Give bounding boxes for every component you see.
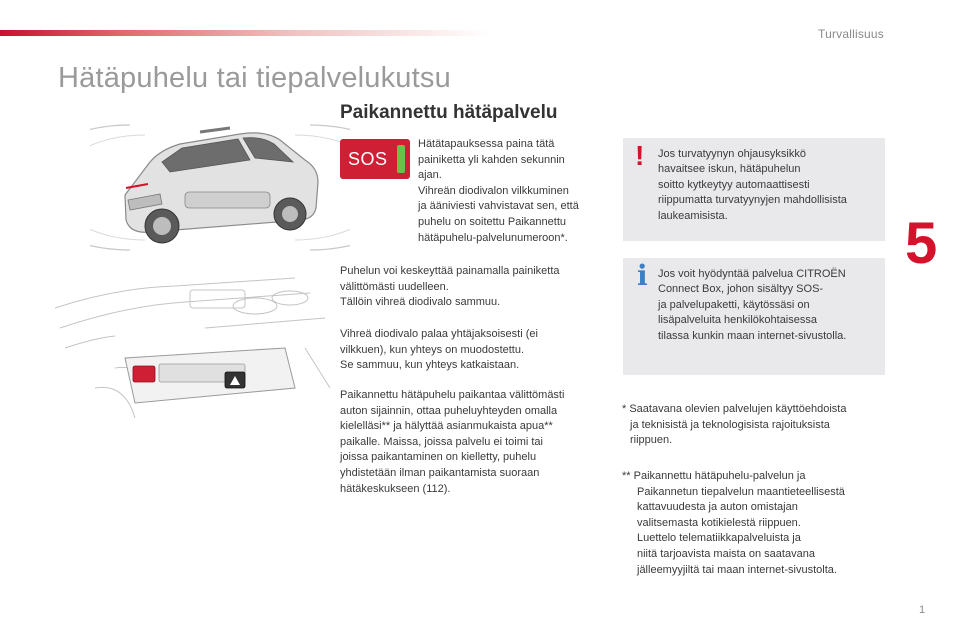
text-line: painiketta yli kahden sekunnin (418, 153, 565, 166)
text-line: paikalle. Maissa, joissa palvelu ei toimi tai (340, 435, 543, 448)
sos-led-indicator (397, 145, 405, 173)
text-line: soitto kytkeytyy automaattisesti (658, 178, 810, 191)
text-line: Puhelun voi keskeyttää painamalla painiketta (340, 265, 560, 277)
text-line: Hätätapauksessa paina tätä (418, 138, 555, 150)
text-line: laukeamisista. (658, 209, 728, 222)
paragraph-cancel-call (340, 264, 610, 311)
text-line: ajan. (418, 169, 442, 182)
text-line: Saatavana olevien palvelujen käyttöehdoista (629, 403, 847, 415)
text-line: ja ääniviesti vahvistavat sen, että (418, 200, 579, 213)
paragraph-led-status (340, 327, 610, 374)
exclamation-icon: ! (635, 140, 645, 171)
page-title: Hätäpuhelu tai tiepalvelukutsu (58, 62, 451, 94)
sos-button (340, 139, 410, 179)
text-line: Jos voit hyödyntää palvelua CITROËN (658, 268, 846, 280)
text-line: tilassa kunkin maan internet-sivustolla. (658, 329, 847, 342)
text-line: joissa paikantaminen on kielletty, puhelu (340, 451, 537, 464)
sos-label: SOS (348, 148, 388, 169)
footnote-mark: * (622, 403, 627, 415)
section-heading: Paikannettu hätäpalvelu (340, 102, 558, 123)
footnote-mark: ** (622, 470, 631, 482)
header-section-title: Turvallisuus (818, 27, 884, 41)
text-line: hätäkeskukseen (112). (340, 482, 451, 495)
text-line: ja palvelupaketti, käytössäsi on (658, 298, 810, 311)
text-line: kielelläsi** ja hälyttää asianmukaista apua** (340, 420, 553, 433)
info-text (658, 267, 880, 344)
info-icon: i (637, 259, 648, 292)
signal-arc (90, 125, 130, 250)
text-line: Paikannettu hätäpuhelu-palvelun ja (633, 470, 806, 482)
text-line: kattavuudesta ja auton omistajan (637, 501, 798, 514)
footnote-single-asterisk (622, 402, 887, 449)
warning-text (658, 147, 880, 224)
car-illustration (90, 100, 350, 270)
text-line: hätäpuhelu-palvelunumeroon*. (418, 231, 568, 244)
page-number: 1 (919, 604, 926, 616)
text-line: riippumatta turvatyynyjen mahdollisista (658, 194, 847, 207)
text-line: yhdistetään ilman paikantamista suoraan (340, 466, 540, 479)
sos-instructions (418, 137, 613, 246)
text-line: lisäpalveluita henkilökohtaisessa (658, 314, 817, 327)
text-line: vilkkuen), kun yhteys on muodostettu. (340, 343, 525, 356)
text-line: riippuen. (630, 434, 673, 447)
text-line: Vihreä diodivalo palaa yhtäjaksoisesti (ei (340, 328, 538, 340)
sos-button-illustration (133, 366, 155, 382)
text-line: Vihreän diodivalon vilkkuminen (418, 184, 569, 197)
footnote-double-asterisk (622, 469, 887, 578)
text-line: Jos turvatyynyn ohjausyksikkö (658, 148, 806, 160)
text-line: niitä tarjoavista maista on saatavana (637, 547, 815, 560)
text-line: valitsemasta kotikielestä riippuen. (637, 516, 801, 529)
header-accent-bar (0, 30, 490, 36)
text-line: jälleemyyjiltä tai maan internet-sivustolta. (637, 563, 837, 576)
text-line: välittömästi uudelleen. (340, 280, 449, 293)
text-line: ja teknisistä ja teknologisista rajoituksista (630, 418, 830, 431)
chapter-number: 5 (905, 211, 938, 276)
text-line: Paikannettu hätäpuhelu paikantaa välittömästi (340, 389, 565, 401)
warning-box (623, 138, 885, 241)
text-line: Luettelo telematiikkapalveluista ja (637, 532, 801, 545)
ceiling-console-illustration (55, 268, 335, 428)
text-line: puhelu on soitettu Paikannettu (418, 215, 567, 228)
text-line: Paikannetun tiepalvelun maantieteellisestä (637, 485, 845, 498)
text-line: Connect Box, johon sisältyy SOS- (658, 283, 824, 296)
text-line: Tällöin vihreä diodivalo sammuu. (340, 296, 501, 309)
text-line: auton sijainnin, ottaa puheluyhteyden omalla (340, 404, 558, 417)
paragraph-location-service (340, 388, 610, 497)
text-line: Se sammuu, kun yhteys katkaistaan. (340, 359, 520, 372)
info-box (623, 258, 885, 375)
text-line: havaitsee iskun, hätäpuhelun (658, 163, 801, 176)
